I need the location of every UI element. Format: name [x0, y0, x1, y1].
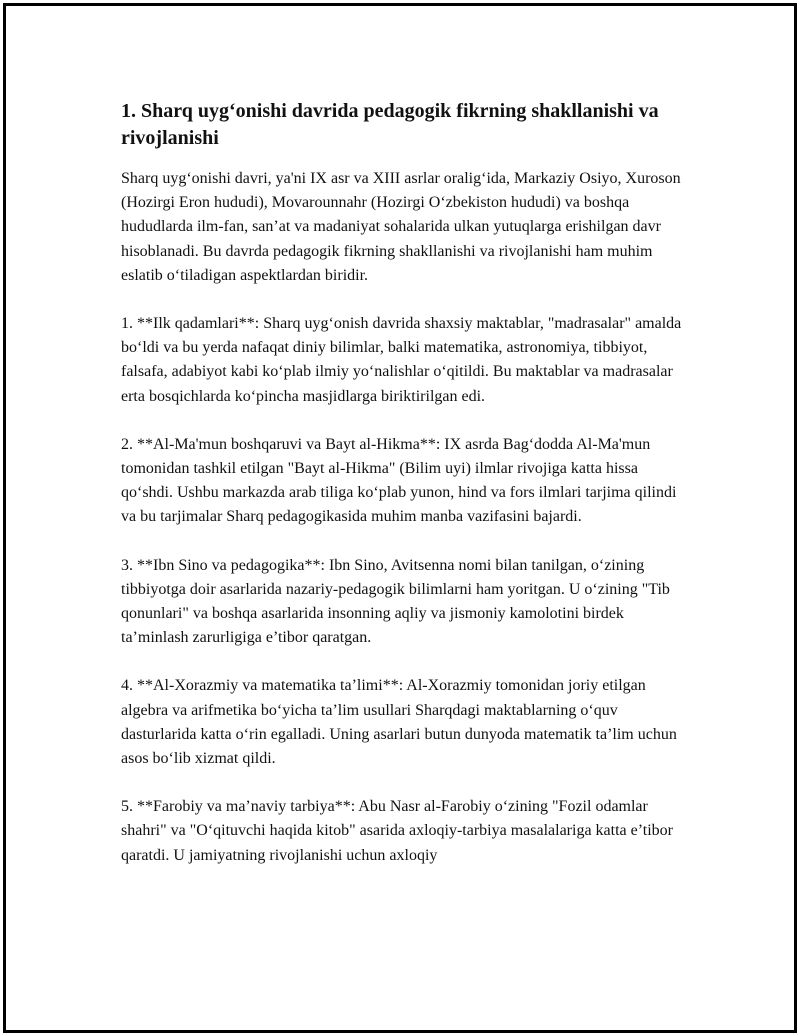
document-content: [121, 98, 691, 892]
document-page: [3, 3, 797, 1033]
paragraph-farobiy: 5. **Farobiy va ma’naviy tarbiya**: Abu Nasr al-Farobiy o‘zining "Fozil odamlar shahri" va "O‘qituvchi haqida kitob" asarida axloqiy-tarbiya masalalariga katta e’tibor qaratdi. U jamiyatning rivojlanishi uchun axloqiy: [121, 798, 673, 864]
section-heading: 1. Sharq uyg‘onishi davrida pedagogik fikrning shakllanishi va rivojlanishi: [121, 100, 659, 149]
paragraph-al-xorazmiy: 4. **Al-Xorazmiy va matematika ta’limi**: Al-Xorazmiy tomonidan joriy etilgan algebra va arifmetika bo‘yicha ta’lim usullari Sharqdagi maktablarning o‘quv dasturlarida katta o‘rin egalladi. Uning asarlari butun dunyoda matematik ta’lim uchun asos bo‘lib xizmat qildi.: [121, 677, 677, 768]
paragraph-ilk-qadamlari: 1. **Ilk qadamlari**: Sharq uyg‘onish davrida shaxsiy maktablar, "madrasalar" amalda bo‘ldi va bu yerda nafaqat diniy bilimlar, balki matematika, astronomiya, tibbiyot, falsafa, adabiyot kabi ko‘plab ilmiy yo‘nalishlar o‘qitildi. Bu maktablar va madrasalar erta bosqichlarda ko‘pincha masjidlarga biriktirilgan edi.: [121, 315, 682, 405]
intro-paragraph: Sharq uyg‘onishi davri, ya'ni IX asr va XIII asrlar oralig‘ida, Markaziy Osiyo, Xuroson (Hozirgi Eron hududi), Movarounnahr (Hozirgi O‘zbekiston hududi) va boshqa hududlarda ilm-fan, san’at va madaniyat sohalarida ulkan yutuqlarga erishilgan davr hisoblanadi. Bu davrda pedagogik fikrning shakllanishi va rivojlanishi ham muhim eslatib o‘tiladigan aspektlardan biridir.: [121, 170, 681, 284]
paragraph-bayt-al-hikma: 2. **Al-Ma'mun boshqaruvi va Bayt al-Hikma**: IX asrda Bag‘dodda Al-Ma'mun tomonidan tashkil etilgan "Bayt al-Hikma" (Bilim uyi) ilmlar rivojiga katta hissa qo‘shdi. Ushbu markazda arab tiliga ko‘plab yunon, hind va fors ilmlari tarjima qilindi va bu tarjimalar Sharq pedagogikasida muhim manba vazifasini bajardi.: [121, 435, 677, 526]
paragraph-ibn-sino: 3. **Ibn Sino va pedagogika**: Ibn Sino, Avitsenna nomi bilan tanilgan, o‘zining tibbiyotga doir asarlarida nazariy-pedagogik bilimlarni ham yoritgan. U o‘zining "Tib qonunlari" va boshqa asarlarida insonning aqliy va jismoniy kamolotini birdek ta’minlash zarurligiga e’tibor qaratgan.: [121, 556, 670, 647]
